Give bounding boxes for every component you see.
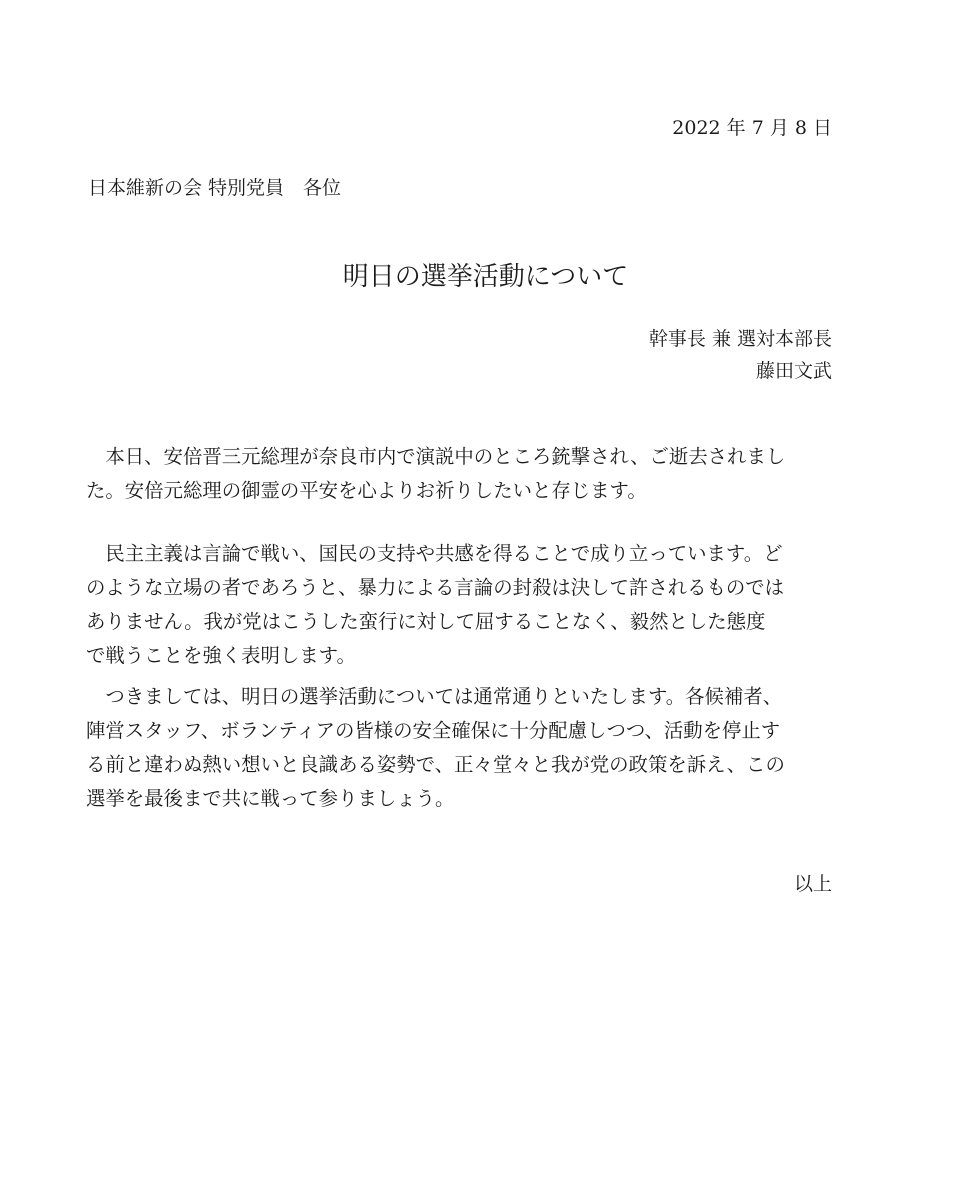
paragraph-2 [86,537,846,673]
paragraph-line: で戦うことを強く表明します。 [86,644,356,667]
paragraph-3 [86,680,846,816]
document-date: 2022 年 7 月 8 日 [672,117,832,139]
paragraph-line: た。安倍元総理の御霊の平安を心よりお祈りしたいと存じます。 [86,479,647,502]
paragraph-line: つきましては、明日の選挙活動については通常通りといたします。各候補者、 [105,685,783,708]
sender-name: 藤田文武 [755,360,832,382]
paragraph-line: 選挙を最後まで共に戦って参りましょう。 [86,787,455,810]
sender-block [649,323,832,387]
paragraph-line: ありません。我が党はこうした蛮行に対して屈することなく、毅然とした態度 [86,610,766,633]
recipient-line: 日本維新の会 特別党員 各位 [88,177,342,199]
document-title: 明日の選挙活動について [342,262,629,292]
paragraph-line: 本日、安倍晋三元総理が奈良市内で演説中のところ銃撃され、ご逝去されまし [105,445,786,468]
paragraph-line: る前と違わぬ熱い想いと良識ある姿勢で、正々堂々と我が党の政策を訴え、この [86,753,785,776]
closing-mark: 以上 [793,873,832,895]
paragraph-line: 民主主義は言論で戦い、国民の支持や共感を得ることで成り立っています。ど [105,542,783,565]
paragraph-line: のような立場の者であろうと、暴力による言論の封殺は決して許されるものでは [86,576,785,599]
sender-position: 幹事長 兼 選対本部長 [648,328,832,350]
paragraph-1 [86,440,846,508]
paragraph-line: 陣営スタッフ、ボランティアの皆様の安全確保に十分配慮しつつ、活動を停止す [86,719,781,742]
